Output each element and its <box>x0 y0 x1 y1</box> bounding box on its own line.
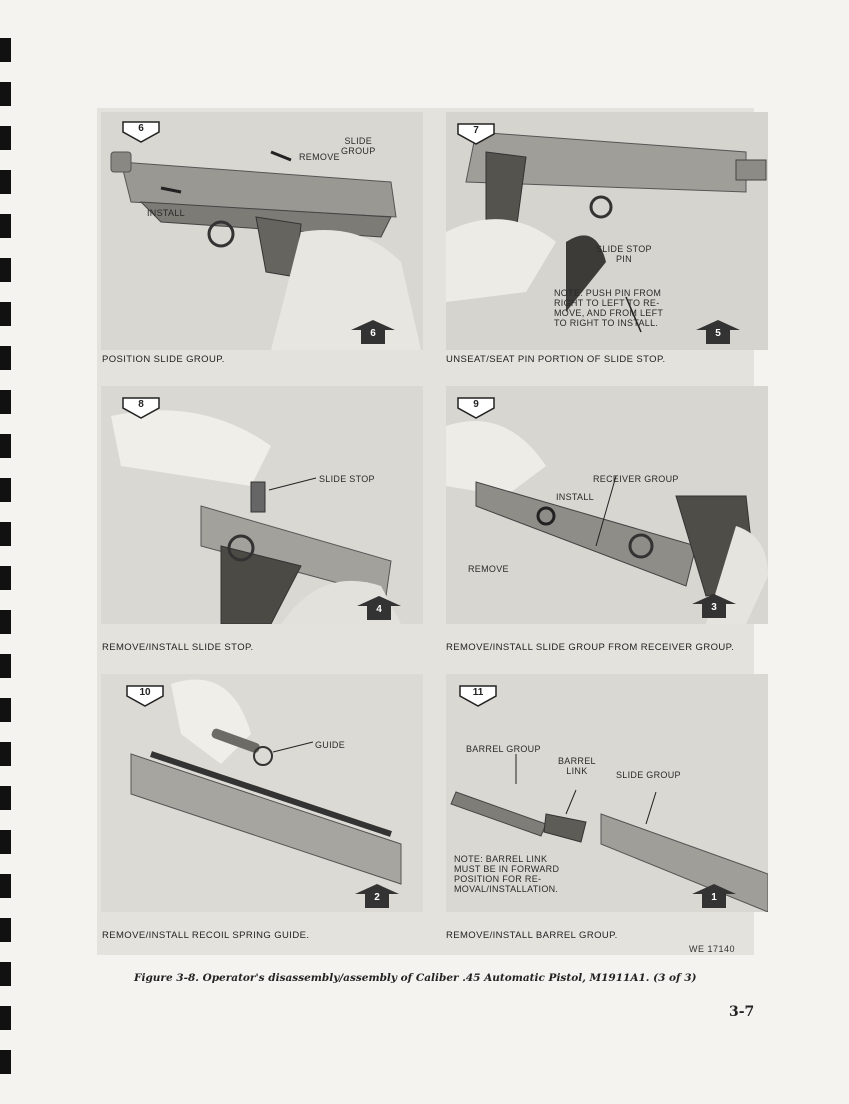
binding-hole <box>0 522 11 546</box>
label-barrel-link: BARREL LINK <box>558 756 596 776</box>
note-push-pin: NOTE: PUSH PIN FROM RIGHT TO LEFT TO RE- MOVE, AND FROM LEFT TO RIGHT TO INSTALL. <box>554 288 664 328</box>
binding-hole <box>0 786 11 810</box>
panel-step-7 <box>446 112 768 350</box>
figure-reference: WE 17140 <box>689 944 736 954</box>
caption-step-9: REMOVE/INSTALL SLIDE GROUP FROM RECEIVER GROUP. <box>446 642 735 653</box>
step-number-marker: 6 <box>121 120 161 144</box>
step-number-marker: 7 <box>456 122 496 146</box>
binding-hole <box>0 82 11 106</box>
label-install: INSTALL <box>147 208 185 218</box>
label-guide: GUIDE <box>315 740 346 750</box>
label-slide-group: SLIDE GROUP <box>616 770 681 780</box>
label-remove: REMOVE <box>299 152 340 162</box>
binding-hole <box>0 610 11 634</box>
binding-hole <box>0 302 11 326</box>
label-receiver-group: RECEIVER GROUP <box>593 474 679 484</box>
step-number-marker: 8 <box>121 396 161 420</box>
caption-step-7: UNSEAT/SEAT PIN PORTION OF SLIDE STOP. <box>446 354 666 365</box>
next-step-marker: 5 <box>694 318 742 344</box>
caption-step-10: REMOVE/INSTALL RECOIL SPRING GUIDE. <box>102 930 310 941</box>
binding-hole <box>0 1006 11 1030</box>
binding-hole <box>0 478 11 502</box>
next-step-marker: 6 <box>349 318 397 344</box>
binding-hole <box>0 170 11 194</box>
panel-step-6 <box>101 112 423 350</box>
binding-hole <box>0 390 11 414</box>
binding-hole <box>0 1050 11 1074</box>
step-number-marker: 9 <box>456 396 496 420</box>
step-number-marker: 11 <box>458 684 498 708</box>
binding-hole <box>0 918 11 942</box>
binding-hole <box>0 126 11 150</box>
binding-hole <box>0 962 11 986</box>
figure-frame <box>97 108 754 955</box>
binding-hole <box>0 38 11 62</box>
figure-title: Figure 3-8. Operator's disassembly/assembly of Caliber .45 Automatic Pistol, M1911A1. (3 of 3) <box>134 972 697 984</box>
panel-step-8 <box>101 386 423 624</box>
pistol-illustration <box>101 386 423 624</box>
next-step-marker: 4 <box>355 594 403 620</box>
label-remove: REMOVE <box>468 564 509 574</box>
next-step-marker: 1 <box>690 882 738 908</box>
binding-hole <box>0 346 11 370</box>
step-number-marker: 10 <box>125 684 165 708</box>
binding-hole <box>0 698 11 722</box>
next-step-marker: 3 <box>690 592 738 618</box>
caption-step-6: POSITION SLIDE GROUP. <box>102 354 225 365</box>
label-barrel-group: BARREL GROUP <box>466 744 541 754</box>
binding-hole <box>0 654 11 678</box>
binding-hole <box>0 874 11 898</box>
caption-step-11: REMOVE/INSTALL BARREL GROUP. <box>446 930 618 941</box>
binding-hole <box>0 258 11 282</box>
binding-hole <box>0 566 11 590</box>
label-install: INSTALL <box>556 492 594 502</box>
pistol-illustration <box>101 674 423 912</box>
binding-hole <box>0 742 11 766</box>
pistol-illustration <box>446 386 768 624</box>
label-slide-stop-pin: SLIDE STOP PIN <box>596 244 652 264</box>
binding-hole <box>0 830 11 854</box>
page-number: 3-7 <box>729 1004 755 1020</box>
binding-hole <box>0 434 11 458</box>
panel-step-9 <box>446 386 768 624</box>
label-slide-stop: SLIDE STOP <box>319 474 375 484</box>
spiral-binding <box>0 0 14 1104</box>
label-slide-group: SLIDE GROUP <box>341 136 376 156</box>
panel-step-11 <box>446 674 768 912</box>
binding-hole <box>0 214 11 238</box>
next-step-marker: 2 <box>353 882 401 908</box>
note-barrel-link: NOTE: BARREL LINK MUST BE IN FORWARD POSITION FOR RE- MOVAL/INSTALLATION. <box>454 854 560 894</box>
panel-step-10 <box>101 674 423 912</box>
caption-step-8: REMOVE/INSTALL SLIDE STOP. <box>102 642 254 653</box>
